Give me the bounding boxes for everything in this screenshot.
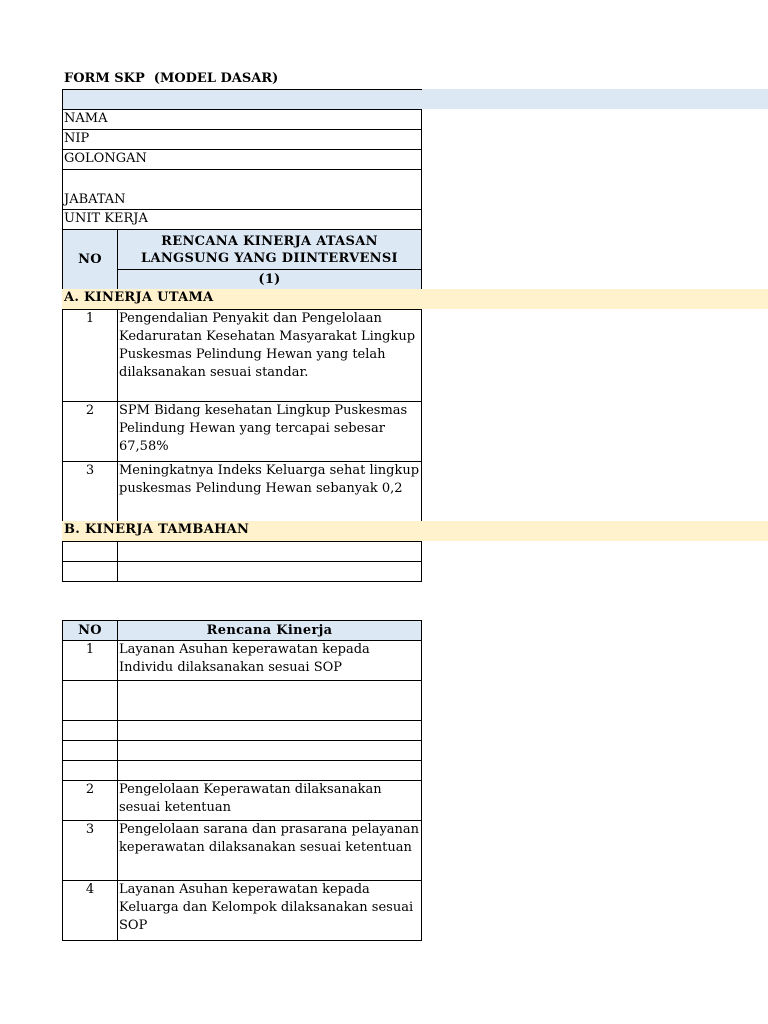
t2-row-1-text: Layanan Asuhan keperawatan kepada Individu dilaksanakan sesuai SOP [118, 641, 422, 681]
t2-row-4-text: Layanan Asuhan keperawatan kepada Keluarga dan Kelompok dilaksanakan sesuai SOP [118, 881, 422, 941]
col-index-header: (1) [118, 270, 422, 290]
t2-row-1-no: 1 [63, 641, 118, 681]
t2-row-4-no: 4 [63, 881, 118, 941]
empty-cell [118, 721, 422, 741]
empty-cell [63, 681, 118, 721]
t2-col-no-header: NO [63, 621, 118, 641]
jabatan-label: JABATAN [63, 170, 422, 210]
t2-row-3-text: Pengelolaan sarana dan prasarana pelayanan keperawatan dilaksanakan sesuai ketentuan [118, 821, 422, 881]
rencana-kinerja-table [62, 620, 422, 941]
identity-table [62, 109, 422, 230]
section-a-label: A. KINERJA UTAMA [64, 290, 214, 305]
t2-row-2-text: Pengelolaan Keperawatan dilaksanakan sesuai ketentuan [118, 781, 422, 821]
empty-cell [63, 761, 118, 781]
golongan-label: GOLONGAN [63, 150, 422, 170]
empty-cell [118, 562, 422, 582]
t2-row-2-no: 2 [63, 781, 118, 821]
form-title: FORM SKP (MODEL DASAR) [64, 71, 279, 86]
row-1-text: Pengendalian Penyakit dan Pengelolaan Kedaruratan Kesehatan Masyarakat Lingkup Puskesmas Pelindung Hewan yang telah dilaksanakan sesuai standar. [118, 310, 422, 402]
section-b-label: B. KINERJA TAMBAHAN [64, 522, 250, 537]
row-3-text: Meningkatnya Indeks Keluarga sehat lingkup puskesmas Pelindung Hewan sebanyak 0,2 [118, 462, 422, 522]
nama-label: NAMA [63, 110, 422, 130]
empty-cell [118, 761, 422, 781]
t2-col-rencana-header: Rencana Kinerja [118, 621, 422, 641]
section-a-band [62, 289, 768, 309]
nip-label: NIP [63, 130, 422, 150]
empty-cell [118, 741, 422, 761]
col-rencana-header: RENCANA KINERJA ATASAN LANGSUNG YANG DIINTERVENSI [118, 230, 422, 270]
empty-cell [63, 542, 118, 562]
empty-cell [118, 542, 422, 562]
kinerja-utama-table [62, 309, 422, 522]
empty-cell [118, 681, 422, 721]
kinerja-tambahan-table [62, 541, 422, 582]
row-2-no: 2 [63, 402, 118, 462]
section-b-band [62, 521, 768, 541]
row-2-text: SPM Bidang kesehatan Lingkup Puskesmas Pelindung Hewan yang tercapai sebesar 67,58% [118, 402, 422, 462]
row-1-no: 1 [63, 310, 118, 402]
t2-row-3-no: 3 [63, 821, 118, 881]
empty-cell [63, 741, 118, 761]
empty-cell [63, 562, 118, 582]
header-band-table [62, 89, 422, 110]
kinerja-header-table [62, 229, 422, 290]
empty-cell [63, 721, 118, 741]
col-no-header: NO [63, 230, 118, 290]
row-3-no: 3 [63, 462, 118, 522]
unit-kerja-label: UNIT KERJA [63, 210, 422, 230]
